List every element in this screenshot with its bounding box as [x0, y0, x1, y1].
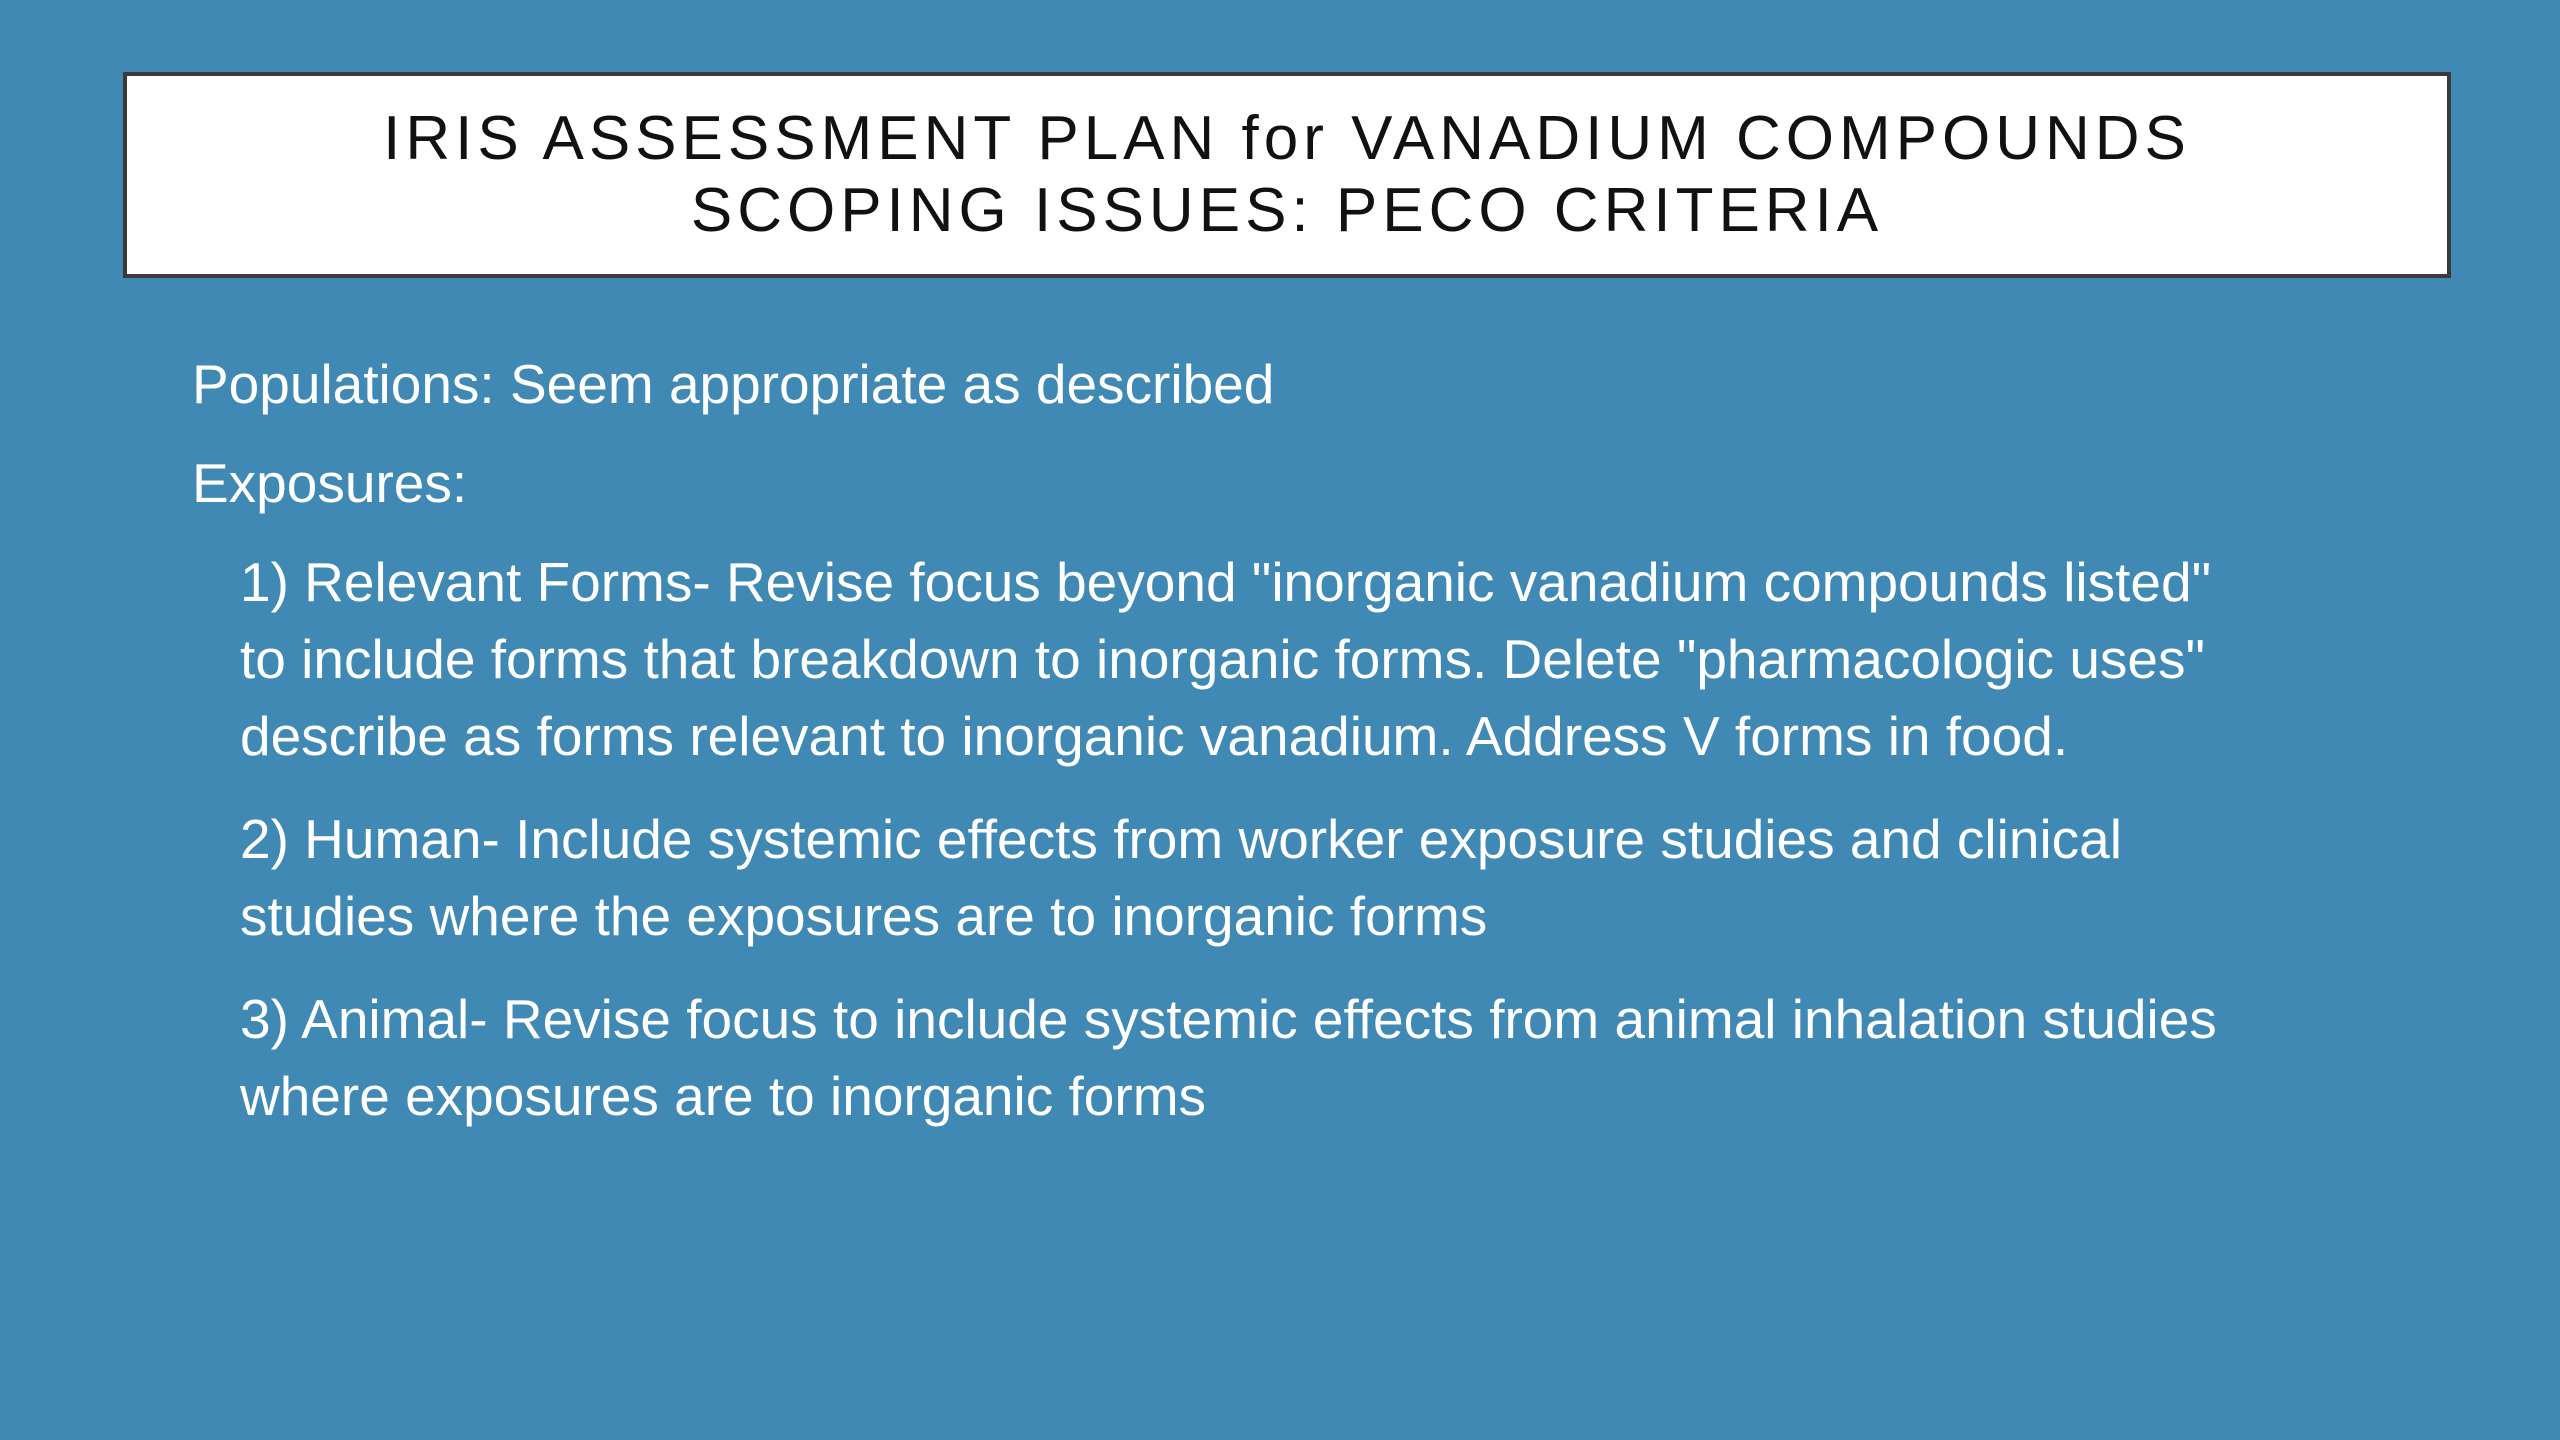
exposure-item-human: [240, 801, 2412, 955]
exposure-list: [240, 544, 2412, 1135]
exposures-heading: Exposures:: [192, 452, 468, 514]
populations-text: Populations: Seem appropriate as described: [192, 353, 1275, 415]
exposure-item-relevant-forms: [240, 544, 2412, 775]
item-line: studies where the exposures are to inorganic forms: [240, 885, 1488, 947]
item-line: 3) Animal- Revise focus to include systemic effects from animal inhalation studies: [240, 988, 2217, 1050]
slide-body: [192, 346, 2412, 1161]
exposure-item-animal: [240, 981, 2412, 1135]
slide-title-line-2: SCOPING ISSUES: PECO CRITERIA: [690, 176, 1884, 245]
slide-title-line-1: IRIS ASSESSMENT PLAN for VANADIUM COMPOUNDS: [383, 104, 2191, 173]
title-box: [123, 72, 2451, 278]
item-line: 2) Human- Include systemic effects from worker exposure studies and clinical: [240, 808, 2122, 870]
item-line: describe as forms relevant to inorganic vanadium. Address V forms in food.: [240, 705, 2069, 767]
item-line: 1) Relevant Forms- Revise focus beyond "inorganic vanadium compounds listed": [240, 551, 2212, 613]
item-line: to include forms that breakdown to inorganic forms. Delete "pharmacologic uses": [240, 628, 2206, 690]
item-line: where exposures are to inorganic forms: [240, 1065, 1207, 1127]
